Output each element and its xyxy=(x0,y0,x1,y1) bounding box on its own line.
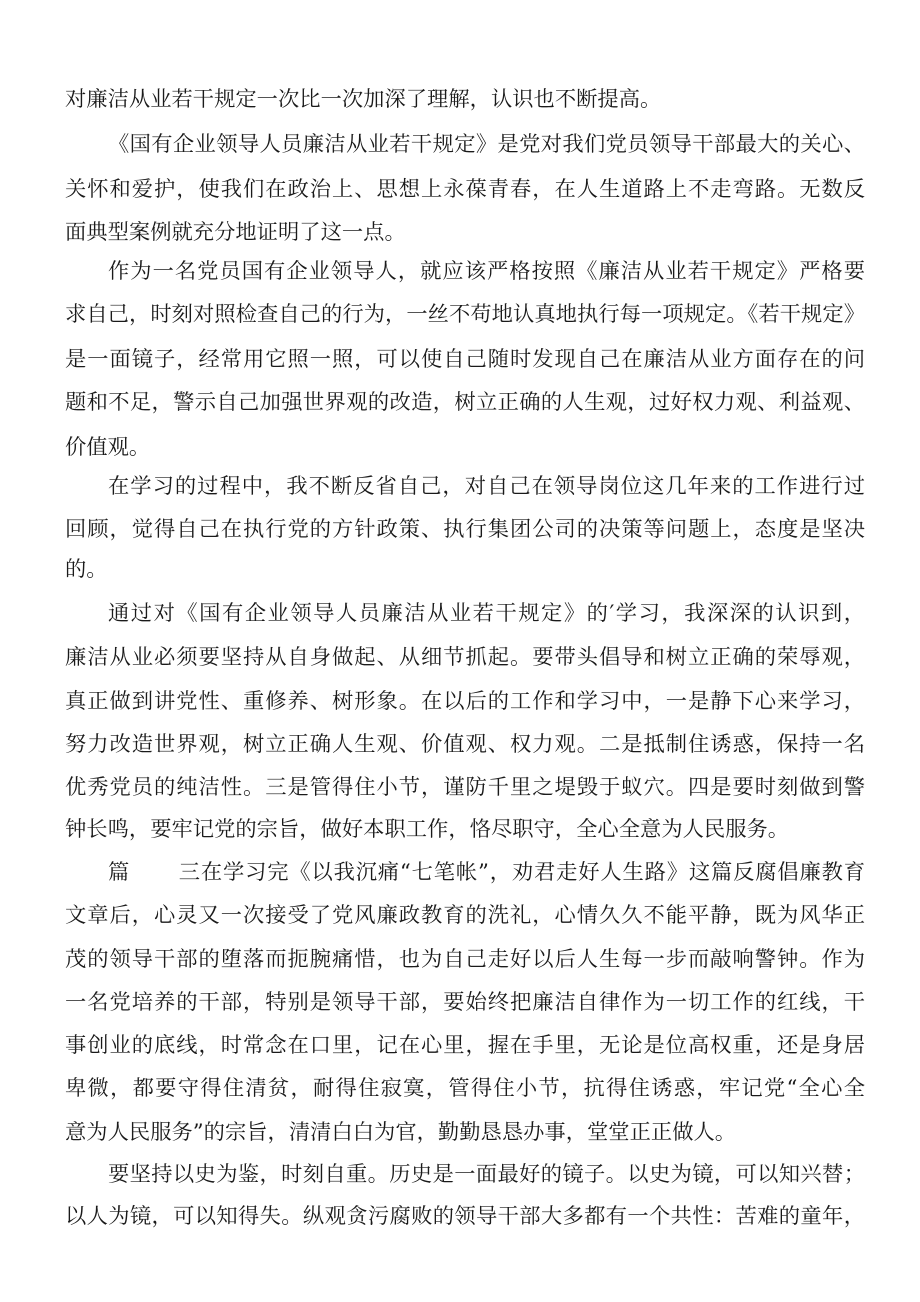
paragraph-line: 是一面镜子，经常用它照一照，可以使自己随时发现自己在廉洁从业方面存在的问 xyxy=(65,347,865,372)
paragraph-line: 茂的领导干部的堕落而扼腕痛惜，也为自己走好以后人生每一步而敲响警钟。作为 xyxy=(65,947,865,972)
paragraph-text: 在学习完《以我沉痛“七笔帐”，劝君走好人生路》这篇反腐倡廉教育 xyxy=(200,860,865,885)
paragraph-line: 意为人民服务”的宗旨，清清白白为官，勤勤恳恳办事，堂堂正正做人。 xyxy=(65,1120,737,1145)
paragraph-line: 努力改造世界观，树立正确人生观、价值观、权力观。二是抵制住诱惑，保持一名 xyxy=(65,732,865,757)
paragraph-line: 以人为镜，可以知得失。纵观贪污腐败的领导干部大多都有一个共性：苦难的童年， xyxy=(65,1204,865,1229)
paragraph-line: 优秀党员的纯洁性。三是管得住小节，谨防千里之堤毁于蚁穴。四是要时刻做到警 xyxy=(65,775,865,800)
section-heading-line xyxy=(108,853,865,893)
paragraph-line: 文章后，心灵又一次接受了党风廉政教育的洗礼，心情久久不能平静，既为风华正 xyxy=(65,903,865,928)
paragraph-line: 钟长鸣，要牢记党的宗旨，做好本职工作，恪尽职守，全心全意为人民服务。 xyxy=(65,817,790,842)
paragraph-line: 通过对《国有企业领导人员廉洁从业若干规定》的′学习，我深深的认识到， xyxy=(108,601,865,626)
paragraph-line: 对廉洁从业若干规定一次比一次加深了理解，认识也不断提高。 xyxy=(65,87,662,112)
paragraph-line: 回顾，觉得自己在执行党的方针政策、执行集团公司的决策等问题上，态度是坚决 xyxy=(65,517,865,542)
paragraph-line: 要坚持以史为鉴，时刻自重。历史是一面最好的镜子。以史为镜，可以知兴替； xyxy=(108,1162,865,1187)
paragraph-line: 题和不足，警示自己加强世界观的改造，树立正确的人生观，过好权力观、利益观、 xyxy=(65,390,865,415)
paragraph-line: 卑微，都要守得住清贫，耐得住寂寞，管得住小节，抗得住诱惑，牢记党“全心全 xyxy=(65,1076,865,1101)
paragraph-line: 关怀和爱护，使我们在政治上、思想上永葆青春，在人生道路上不走弯路。无数反 xyxy=(65,177,865,202)
paragraph-line: 事创业的底线，时常念在口里，记在心里，握在手里，无论是位高权重，还是身居 xyxy=(65,1033,865,1058)
paragraph-line: 面典型案例就充分地证明了这一点。 xyxy=(65,220,406,245)
paragraph-line: 一名党培养的干部，特别是领导干部，要始终把廉洁自律作为一切工作的红线，干 xyxy=(65,990,865,1015)
paragraph-line: 作为一名党员国有企业领导人，就应该严格按照《廉洁从业若干规定》严格要 xyxy=(108,259,865,284)
paragraph-line: 的。 xyxy=(65,557,108,582)
section-label: 篇三 xyxy=(108,860,200,885)
paragraph-line: 在学习的过程中，我不断反省自己，对自己在领导岗位这几年来的工作进行过 xyxy=(108,474,865,499)
paragraph-line: 廉洁从业必须要坚持从自身做起、从细节抓起。要带头倡导和树立正确的荣辱观， xyxy=(65,645,865,670)
paragraph-line: 真正做到讲党性、重修养、树形象。在以后的工作和学习中，一是静下心来学习， xyxy=(65,689,865,714)
paragraph-line: 求自己，时刻对照检查自己的行为，一丝不苟地认真地执行每一项规定。《若干规定》 xyxy=(65,302,865,327)
paragraph-line: 《国有企业领导人员廉洁从业若干规定》是党对我们党员领导干部最大的关心、 xyxy=(108,132,865,157)
paragraph-line: 价值观。 xyxy=(65,435,151,460)
